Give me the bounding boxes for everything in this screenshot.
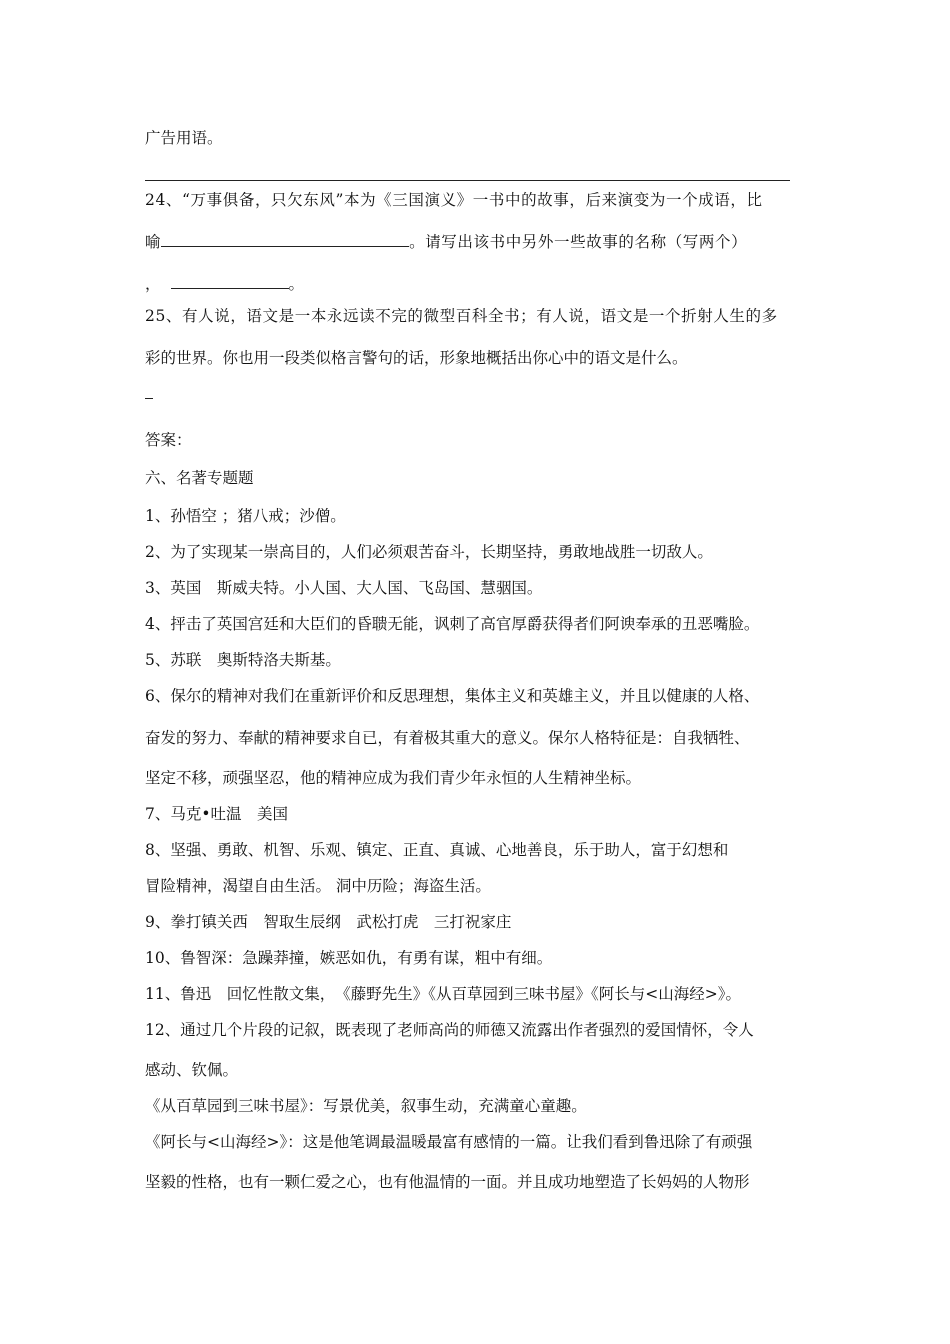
- answer-8-line-1: 8、坚强、勇敢、机智、乐观、镇定、正直、真诚、心地善良，乐于助人，富于幻想和: [145, 841, 729, 859]
- answer-12-line-4: 《阿长与<山海经>》：这是他笔调最温暖最富有感情的一篇。让我们看到鲁迅除了有顽强: [145, 1133, 753, 1151]
- answer-5: 5、苏联 奥斯特洛夫斯基。: [145, 651, 341, 669]
- answers-heading: 答案：: [145, 431, 192, 449]
- answer-8-line-2: 冒险精神，渴望自由生活。 洞中历险；海盗生活。: [145, 877, 491, 895]
- q24-line-3-end: 。: [288, 275, 305, 293]
- answer-9: 9、拳打镇关西 智取生辰纲 武松打虎 三打祝家庄: [145, 913, 512, 931]
- answer-12-line-3: 《从百草园到三味书屋》：写景优美，叙事生动，充满童心童趣。: [145, 1097, 587, 1115]
- answer-6-line-3: 坚定不移，顽强坚忍，他的精神应成为我们青少年永恒的人生精神坐标。: [145, 769, 642, 787]
- answers-section-title: 六、名著专题题: [145, 469, 254, 487]
- answer-6-line-1: 6、保尔的精神对我们在重新评价和反思理想，集体主义和英雄主义，并且以健康的人格、: [145, 687, 760, 705]
- answer-4: 4、抨击了英国宫廷和大臣们的昏聩无能，讽刺了高官厚爵获得者们阿谀奉承的丑恶嘴脸。: [145, 615, 760, 633]
- answer-underline-rule: [145, 180, 790, 181]
- q25-line-2: 彩的世界。你也用一段类似格言警句的话，形象地概括出你心中的语文是什么。: [145, 349, 688, 367]
- answer-2: 2、为了实现某一崇高目的，人们必须艰苦奋斗，长期坚持，勇敢地战胜一切敌人。: [145, 543, 713, 561]
- answer-3: 3、英国 斯威夫特。小人国、大人国、飞岛国、慧骃国。: [145, 579, 543, 597]
- answer-6-line-2: 奋发的努力、奉献的精神要求自已，有着极其重大的意义。保尔人格特征是：自我牺牲、: [145, 729, 750, 747]
- q25-line-1: 25、有人说，语文是一本永远读不完的微型百科全书；有人说，语文是一个折射人生的多: [145, 307, 778, 325]
- answer-dash-mark: [145, 398, 153, 399]
- answer-10: 10、鲁智深：急躁莽撞，嫉恶如仇，有勇有谋，粗中有细。: [145, 949, 553, 967]
- q24-line-3: [145, 274, 304, 294]
- answer-11: 11、鲁迅 回忆性散文集， 《藤野先生》《从百草园到三味书屋》《阿长与<山海经>》。: [145, 985, 741, 1003]
- q24-line-1: 24、“万事俱备，只欠东风”本为《三国演义》一书中的故事，后来演变为一个成语，比: [145, 191, 763, 209]
- q23-tail: 广告用语。: [145, 129, 223, 147]
- answer-7: 7、马克•吐温 美国: [145, 805, 289, 823]
- answer-1: 1、孙悟空 ；猪八戒；沙僧。: [145, 507, 346, 525]
- q24-blank-2[interactable]: [171, 274, 289, 289]
- q24-line-2: [145, 232, 747, 252]
- q24-line-2-end: 。请写出该书中另外一些故事的名称（写两个）: [409, 233, 748, 251]
- answer-12-line-1: 12、通过几个片段的记叙，既表现了老师高尚的师德又流露出作者强烈的爱国情怀，令人: [145, 1021, 754, 1039]
- q24-line-2-start: 喻: [145, 233, 162, 251]
- answer-12-line-5: 坚毅的性格，也有一颗仁爱之心，也有他温情的一面。并且成功地塑造了长妈妈的人物形: [145, 1173, 750, 1191]
- answer-12-line-2: 感动、钦佩。: [145, 1061, 239, 1079]
- q24-line-3-start: ，: [145, 275, 161, 293]
- q24-blank-1[interactable]: [161, 232, 409, 247]
